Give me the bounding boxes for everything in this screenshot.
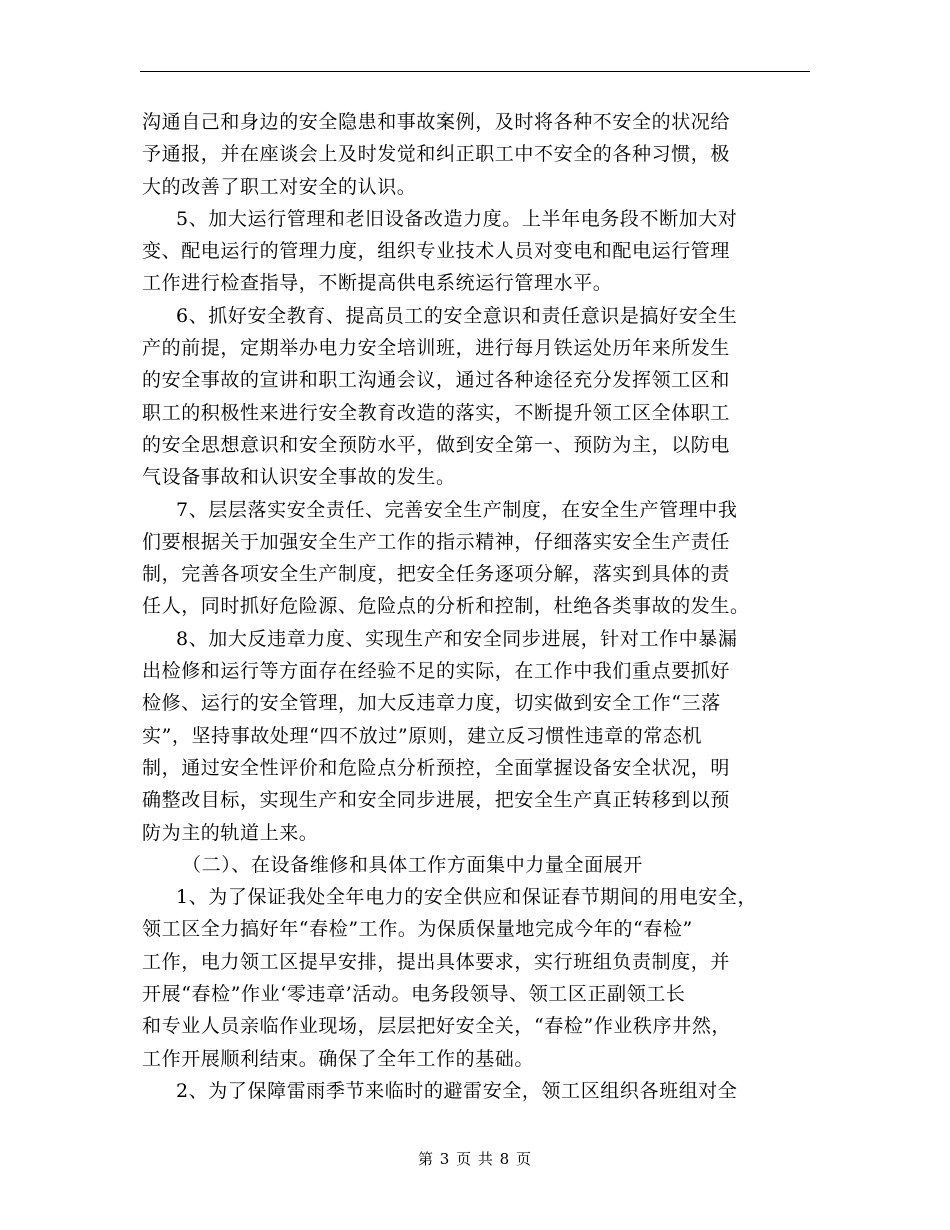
text-line: 制，通过安全性评价和危险点分析预控，全面掌握设备安全状况，明 (142, 756, 731, 779)
text-line: 领工区全力搞好年“春检”工作。为保质保量地完成今年的“春检” (142, 918, 693, 941)
text-line: 任人，同时抓好危险源、危险点的分析和控制，杜绝各类事故的发生。 (142, 595, 750, 618)
text-line: 7、层层落实安全责任、完善安全生产制度，在安全生产管理中我 (176, 498, 738, 521)
page-footer: 第 3 页 共 8 页 (418, 1150, 532, 1168)
text-line: 产的前提，定期举办电力安全培训班，进行每月铁运处历年来所发生 (142, 337, 731, 360)
text-line: 沟通自己和身边的安全隐患和事故案例，及时将各种不安全的状况给 (142, 111, 731, 133)
text-line: 的安全思想意识和安全预防水平，做到安全第一、预防为主，以防电 (142, 433, 731, 456)
text-line: 和专业人员亲临作业现场，层层把好安全关，“春检”作业秩序井然， (142, 1015, 732, 1038)
text-line: 变、配电运行的管理力度，组织专业技术人员对变电和配电运行管理 (142, 240, 731, 263)
text-line: 8、加大反违章力度、实现生产和安全同步进展，针对工作中暴漏 (176, 627, 738, 650)
text-line: 制，完善各项安全生产制度，把安全任务逐项分解，落实到具体的责 (142, 563, 731, 586)
text-line: 开展“春检”作业‘零违章’活动。电务段领导、领工区正副领工长 (142, 983, 686, 1006)
text-line: 工作，电力领工区提早安排，提出具体要求，实行班组负责制度，并 (142, 950, 731, 973)
text-line: 防为主的轨道上来。 (142, 821, 319, 844)
text-line: 大的改善了职工对安全的认识。 (142, 175, 417, 198)
text-line: 1、为了保证我处全年电力的安全供应和保证春节期间的用电安全， (176, 886, 758, 909)
text-line: 检修、运行的安全管理，加大反违章力度，切实做到安全工作“三落 (142, 692, 721, 715)
text-line: 工作开展顺利结束。确保了全年工作的基础。 (142, 1047, 535, 1070)
text-line: 实”，坚持事故处理“四不放过”原则，建立反习惯性违章的常态机 (142, 724, 703, 747)
text-line: 予通报，并在座谈会上及时发觉和纠正职工中不安全的各种习惯，极 (142, 143, 731, 166)
header-rule (140, 71, 810, 72)
text-line: 的安全事故的宣讲和职工沟通会议，通过各种途径充分发挥领工区和 (142, 369, 731, 392)
text-line: 出检修和运行等方面存在经验不足的实际，在工作中我们重点要抓好 (142, 660, 731, 683)
text-line: 工作进行检查指导，不断提高供电系统运行管理水平。 (142, 272, 613, 295)
text-line: 气设备事故和认识安全事故的发生。 (142, 466, 456, 489)
text-line: 确整改目标，实现生产和安全同步进展，把安全生产真正转移到以预 (142, 789, 731, 812)
text-line: 2、为了保障雷雨季节来临时的避雷安全，领工区组织各班组对全 (176, 1079, 738, 1102)
document-body (142, 106, 814, 1107)
text-line: 6、抓好安全教育、提高员工的安全意识和责任意识是搞好安全生 (176, 304, 738, 327)
text-line: 职工的积极性来进行安全教育改造的落实，不断提升领工区全体职工 (142, 401, 731, 424)
text-line: 们要根据关于加强安全生产工作的指示精神，仔细落实安全生产责任 (142, 530, 731, 553)
text-line: 5、加大运行管理和老旧设备改造力度。上半年电务段不断加大对 (176, 207, 738, 230)
section-heading: （二）、在设备维修和具体工作方面集中力量全面展开 (182, 853, 643, 876)
